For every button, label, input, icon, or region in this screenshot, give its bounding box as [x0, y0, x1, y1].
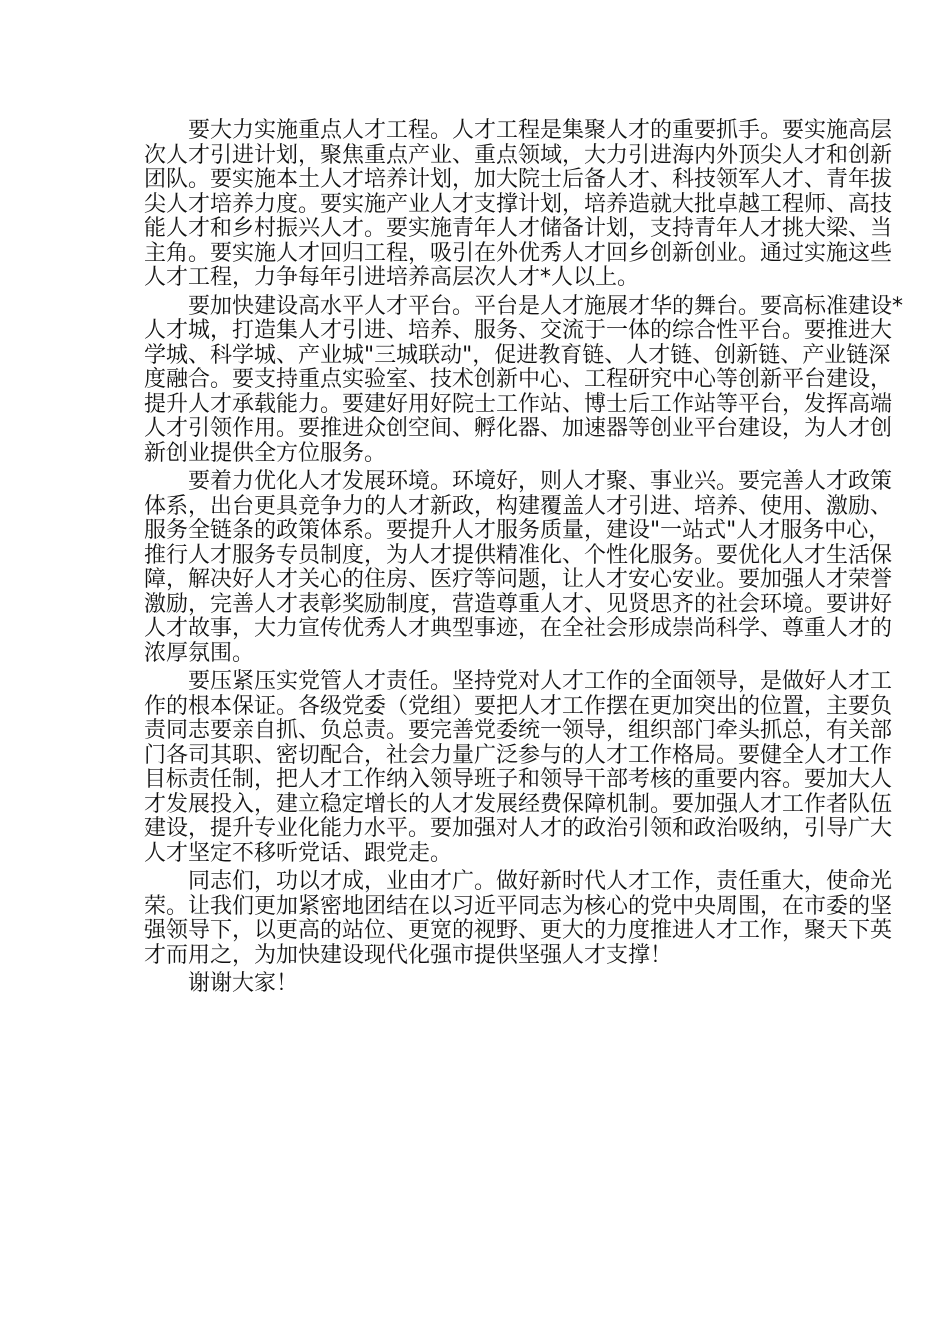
paragraph	[144, 972, 819, 997]
paragraph	[144, 118, 893, 291]
text-line: 建设，提升专业化能力水平。要加强对人才的政治引领和政治吸纳，引导广大	[144, 816, 893, 841]
text-line: 责同志要亲自抓、负总责。要完善党委统一领导，组织部门牵头抓总，有关部	[144, 718, 893, 743]
text-line: 人才城，打造集人才引进、培养、服务、交流于一体的综合性平台。要推进大	[144, 318, 893, 343]
paragraph	[144, 293, 904, 467]
text-line: 推行人才服务专员制度，为人才提供精准化、个性化服务。要优化人才生活保	[144, 542, 893, 568]
text-line: 要压紧压实党管人才责任。坚持党对人才工作的全面领导，是做好人才工	[188, 669, 893, 694]
text-line: 要大力实施重点人才工程。人才工程是集聚人才的重要抓手。要实施高层	[188, 118, 893, 143]
paragraph	[144, 669, 893, 866]
text-line: 同志们，功以才成，业由才广。做好新时代人才工作，责任重大，使命光	[188, 869, 893, 894]
text-line: 度融合。要支持重点实验室、技术创新中心、工程研究中心等创新平台建设，	[144, 367, 893, 392]
text-line: 谢谢大家！	[188, 971, 299, 996]
text-line: 人才坚定不移听党话、跟党走。	[144, 840, 453, 866]
text-line: 荣。让我们更加紧密地团结在以习近平同志为核心的党中央周围，在市委的坚	[144, 893, 893, 919]
text-line: 次人才引进计划，聚焦重点产业、重点领域，大力引进海内外顶尖人才和创新	[144, 142, 893, 168]
text-line: 新创业提供全方位服务。	[144, 440, 387, 466]
text-line: 要加快建设高水平人才平台。平台是人才施展才华的舞台。要高标准建设*	[188, 293, 904, 319]
text-line: 才发展投入，建立稳定增长的人才发展经费保障机制。要加强人才工作者队伍	[144, 791, 893, 817]
text-line: 障，解决好人才关心的住房、医疗等问题，让人才安心安业。要加强人才荣誉	[144, 567, 893, 592]
text-line: 人才引领作用。要推进众创空间、孵化器、加速器等创业平台建设，为人才创	[144, 416, 893, 441]
document-page	[144, 118, 904, 1001]
text-line: 主角。要实施人才回归工程，吸引在外优秀人才回乡创新创业。通过实施这些	[144, 240, 893, 266]
text-line: 提升人才承载能力。要建好用好院士工作站、博士后工作站等平台，发挥高端	[144, 391, 893, 417]
text-line: 尖人才培养力度。要实施产业人才支撑计划，培养造就大批卓越工程师、高技	[144, 191, 893, 217]
text-line: 才而用之，为加快建设现代化强市提供坚强人才支撑！	[144, 942, 673, 968]
text-line: 服务全链条的政策体系。要提升人才服务质量，建设"一站式"人才服务中心，	[144, 518, 891, 543]
text-line: 目标责任制，把人才工作纳入领导班子和领导干部考核的重要内容。要加大人	[144, 767, 893, 792]
text-line: 作的根本保证。各级党委（党组）要把人才工作摆在更加突出的位置，主要负	[144, 693, 893, 719]
text-line: 人才工程，力争每年引进培养高层次人才*人以上。	[144, 265, 640, 290]
text-line: 激励，完善人才表彰奖励制度，营造尊重人才、见贤思齐的社会环境。要讲好	[144, 591, 893, 617]
text-line: 门各司其职、密切配合，社会力量广泛参与的人才工作格局。要健全人才工作	[144, 742, 893, 768]
text-line: 要着力优化人才发展环境。环境好，则人才聚、事业兴。要完善人才政策	[188, 469, 893, 494]
paragraph	[144, 469, 893, 666]
text-line: 团队。要实施本土人才培养计划，加大院士后备人才、科技领军人才、青年拔	[144, 167, 893, 192]
text-line: 学城、科学城、产业城"三城联动"，促进教育链、人才链、创新链、产业链深	[144, 342, 891, 368]
text-line: 强领导下，以更高的站位、更宽的视野、更大的力度推进人才工作，聚天下英	[144, 918, 893, 943]
text-line: 能人才和乡村振兴人才。要实施青年人才储备计划，支持青年人才挑大梁、当	[144, 216, 893, 241]
text-line: 体系，出台更具竞争力的人才新政，构建覆盖人才引进、培养、使用、激励、	[144, 493, 893, 519]
text-line: 人才故事，大力宣传优秀人才典型事迹，在全社会形成崇尚科学、尊重人才的	[144, 616, 893, 641]
paragraph	[144, 869, 893, 968]
text-line: 浓厚氛围。	[144, 640, 255, 666]
